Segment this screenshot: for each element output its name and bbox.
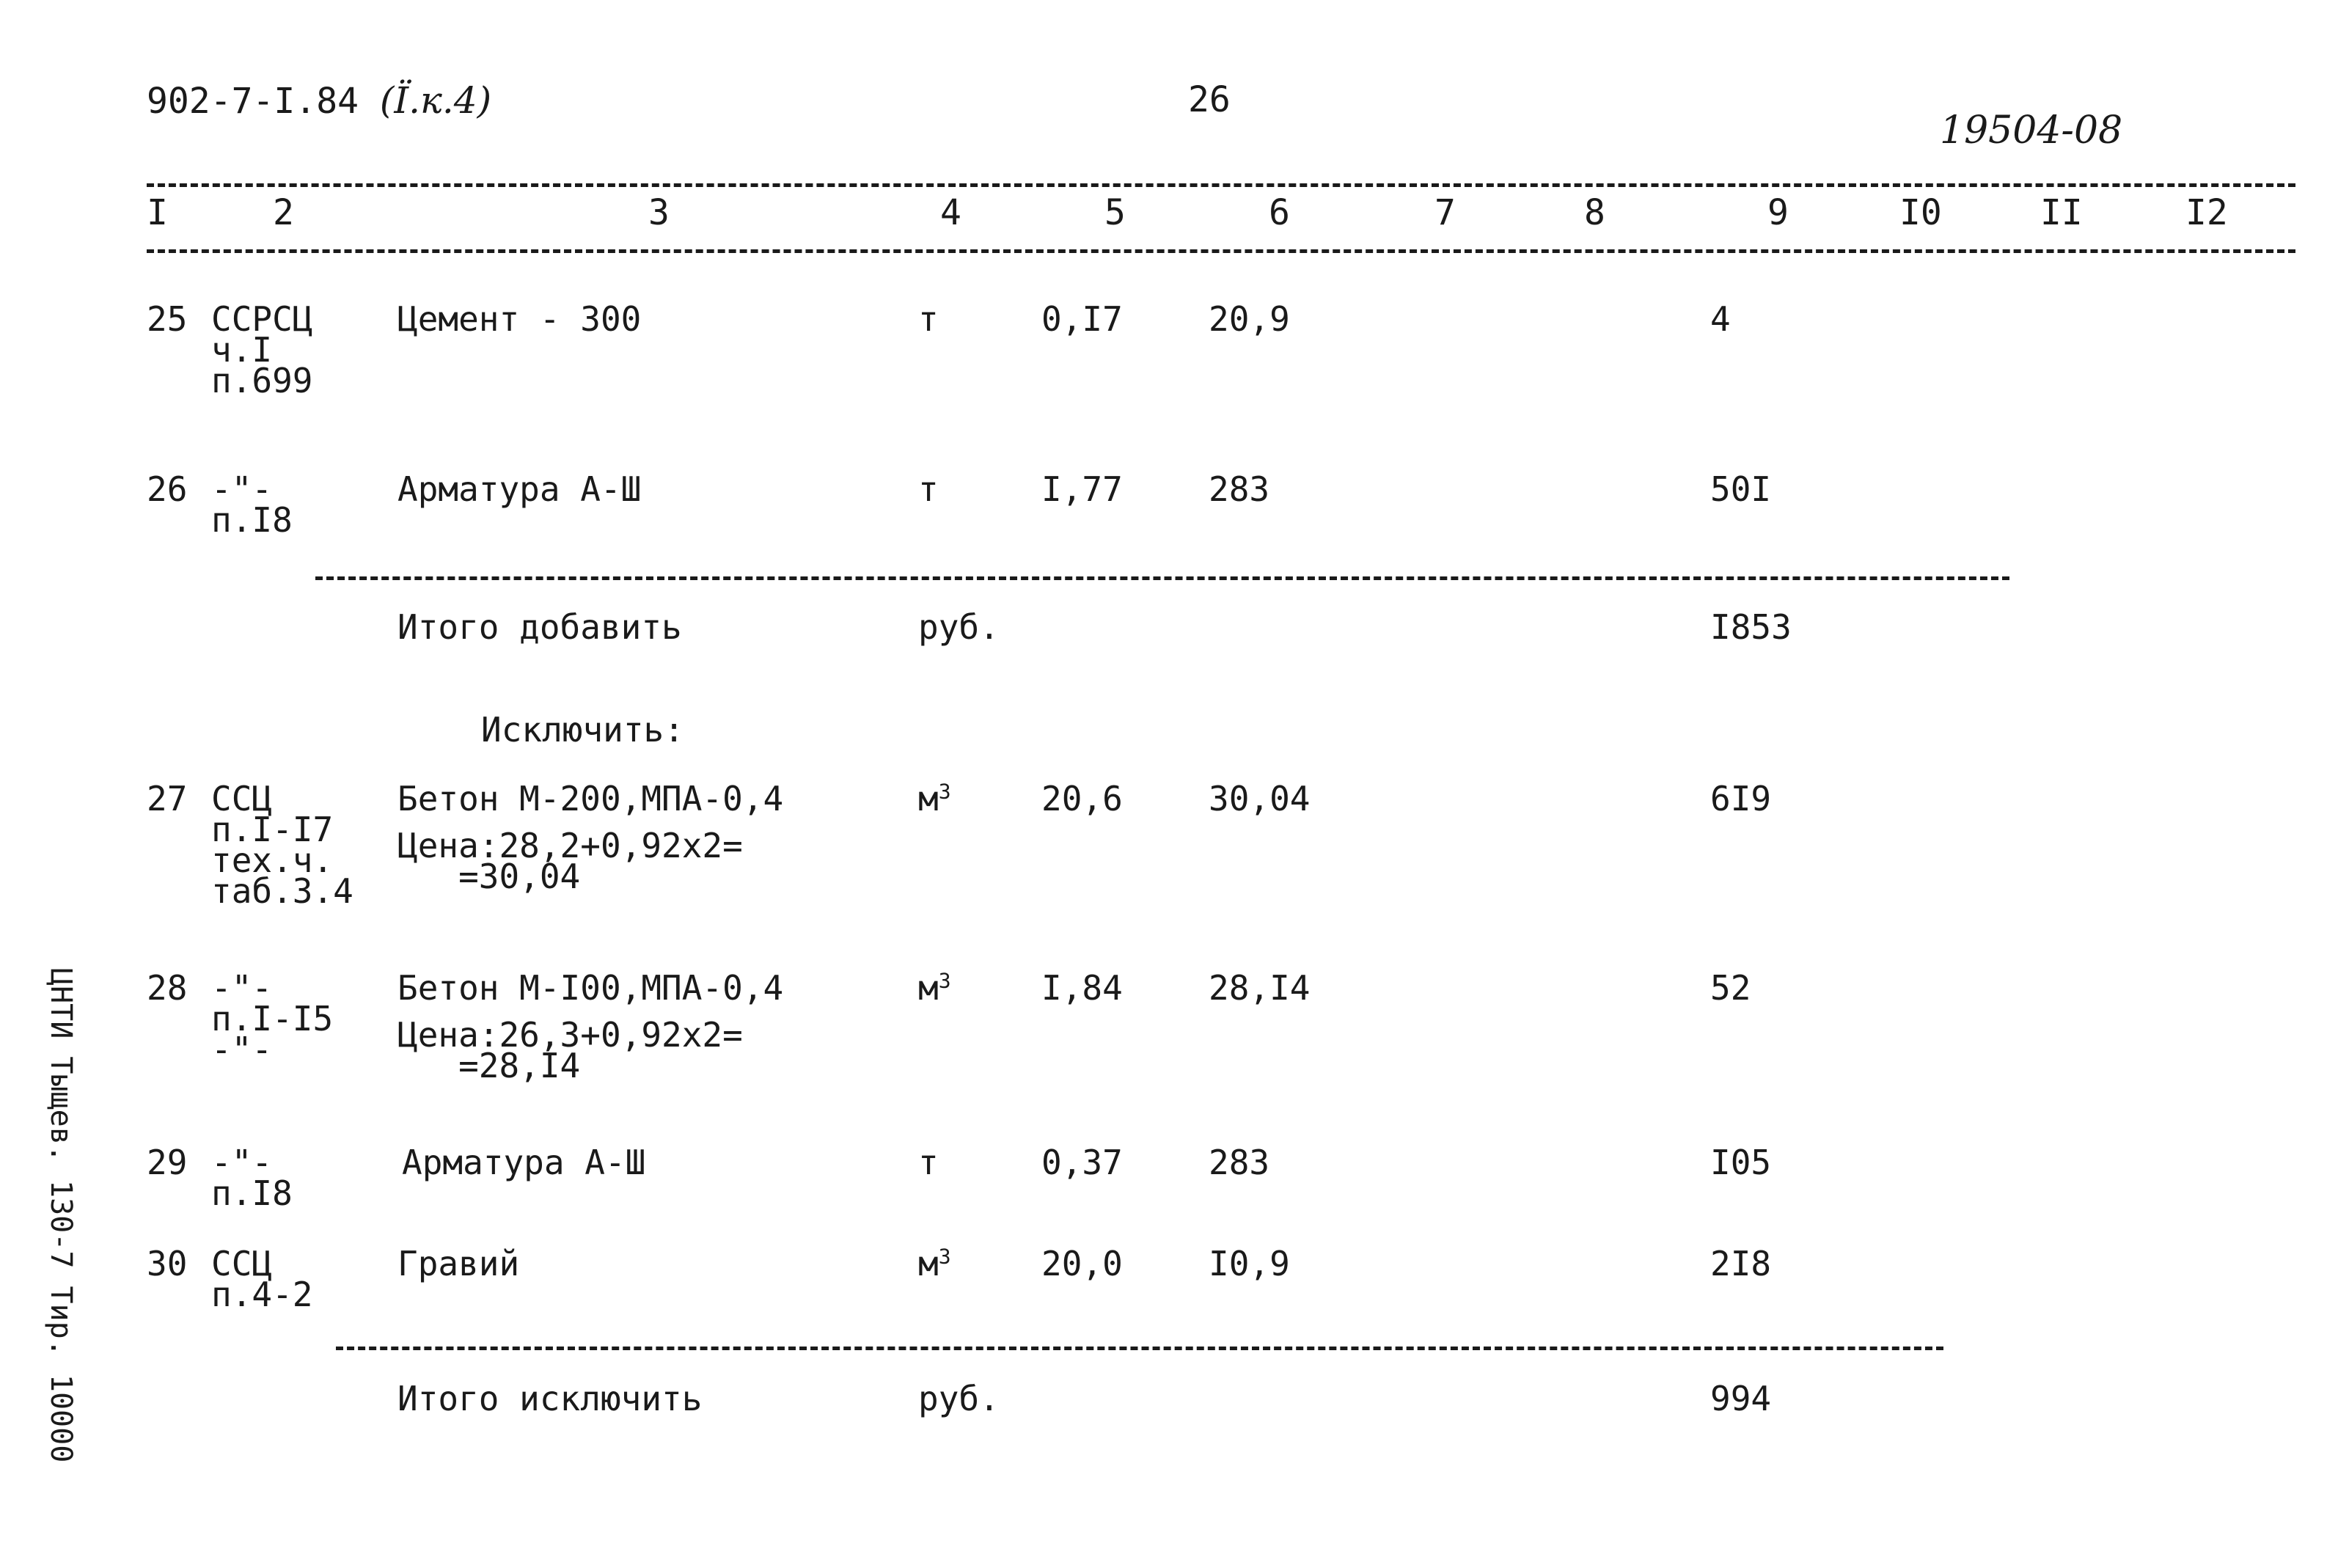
reference-line: п.699 xyxy=(211,361,313,400)
reference-line: ССЦ xyxy=(211,1244,273,1283)
document-code-handwritten: (Ї.к.4) xyxy=(379,79,492,122)
document-code-number: 902-7-I.84 xyxy=(147,81,359,122)
row-name: Арматура А-Ш xyxy=(397,469,642,509)
column-header-7: 7 xyxy=(1434,192,1456,233)
reference-line: п.I8 xyxy=(211,1173,293,1213)
name-line: =30,04 xyxy=(397,857,581,896)
name-line: Бетон М-I00,МПА-0,4 xyxy=(397,968,784,1008)
row-quantity: I,77 xyxy=(1041,469,1123,509)
row-total: 2I8 xyxy=(1710,1244,1772,1283)
unit-superscript: 3 xyxy=(938,779,951,804)
row-price: 283 xyxy=(1209,469,1270,509)
side-print-info: ЦНТИ Тыщев. 130-7 Тир. 10000 xyxy=(44,968,78,1463)
reference-line: п.I-I7 xyxy=(211,810,334,849)
row-unit xyxy=(918,968,951,1008)
reference-line: тех.ч. xyxy=(211,840,334,880)
row-unit: т xyxy=(918,299,939,339)
name-line: Бетон М-200,МПА-0,4 xyxy=(397,779,784,818)
row-name: Цемент - 300 xyxy=(397,299,642,339)
row-quantity: 0,I7 xyxy=(1041,299,1123,339)
row-total: 6I9 xyxy=(1710,779,1772,818)
column-header-9: 9 xyxy=(1767,192,1789,233)
unit-superscript: 3 xyxy=(938,968,951,993)
stamp-number: 19504-08 xyxy=(1940,109,2123,153)
row-number: 29 xyxy=(147,1143,188,1182)
column-header-11: II xyxy=(2040,192,2083,233)
reference-line: ч.I xyxy=(211,330,273,370)
row-total: 52 xyxy=(1710,968,1751,1008)
header-top-rule xyxy=(147,183,2295,187)
unit-text: м xyxy=(918,1244,939,1283)
row-reference xyxy=(211,299,313,400)
column-header-2: 2 xyxy=(273,192,294,233)
row-quantity: 20,6 xyxy=(1041,779,1123,818)
name-line: =28,I4 xyxy=(397,1046,581,1085)
reference-line: -"- xyxy=(211,469,273,509)
row-price: I0,9 xyxy=(1209,1244,1290,1283)
subtotal-add-rule xyxy=(315,576,2009,580)
row-quantity: 0,37 xyxy=(1041,1143,1123,1182)
column-header-8: 8 xyxy=(1584,192,1605,233)
page-number: 26 xyxy=(1188,79,1231,120)
row-number: 28 xyxy=(147,968,188,1008)
row-reference xyxy=(211,779,353,911)
column-header-5: 5 xyxy=(1104,192,1126,233)
name-line: Цена:26,3+0,92х2= xyxy=(397,1015,743,1055)
row-reference xyxy=(211,469,293,540)
subtotal-add-total: I853 xyxy=(1710,607,1792,647)
reference-line: п.I-I5 xyxy=(211,999,334,1038)
column-header-1: I xyxy=(147,192,168,233)
column-header-6: 6 xyxy=(1269,192,1290,233)
reference-line: -"- xyxy=(211,1143,273,1182)
column-header-10: I0 xyxy=(1899,192,1942,233)
row-price: 283 xyxy=(1209,1143,1270,1182)
row-quantity: I,84 xyxy=(1041,968,1123,1008)
row-unit xyxy=(918,1244,951,1283)
subtotal-exclude-unit: руб. xyxy=(918,1379,1000,1418)
row-reference xyxy=(211,968,334,1069)
reference-line: -"- xyxy=(211,968,273,1008)
row-quantity: 20,0 xyxy=(1041,1244,1123,1283)
row-number: 26 xyxy=(147,469,188,509)
subtotal-exclude-total: 994 xyxy=(1710,1379,1772,1418)
column-header-3: 3 xyxy=(648,192,670,233)
reference-line: ССЦ xyxy=(211,779,273,818)
subtotal-add-unit: руб. xyxy=(918,607,1000,647)
reference-line: п.4-2 xyxy=(211,1275,313,1314)
row-name xyxy=(397,779,784,896)
row-total: 4 xyxy=(1710,299,1731,339)
row-number: 27 xyxy=(147,779,188,818)
row-reference xyxy=(211,1244,313,1314)
row-price: 30,04 xyxy=(1209,779,1311,818)
row-name: Гравий xyxy=(397,1244,520,1283)
reference-line: таб.3.4 xyxy=(211,871,353,911)
reference-line: -"- xyxy=(211,1030,273,1069)
subtotal-add-label: Итого добавить xyxy=(397,607,682,647)
row-unit: т xyxy=(918,1143,939,1182)
row-reference xyxy=(211,1143,293,1213)
column-header-4: 4 xyxy=(940,192,961,233)
reference-line: п.I8 xyxy=(211,500,293,540)
unit-text: м xyxy=(918,779,939,818)
header-bottom-rule xyxy=(147,249,2295,253)
row-price: 28,I4 xyxy=(1209,968,1311,1008)
unit-superscript: 3 xyxy=(938,1244,951,1269)
name-line: Цена:28,2+0,92х2= xyxy=(397,826,743,865)
row-name xyxy=(397,968,784,1085)
row-name: Арматура А-Ш xyxy=(402,1143,646,1182)
row-total: I05 xyxy=(1710,1143,1772,1182)
unit-text: м xyxy=(918,968,939,1008)
row-number: 25 xyxy=(147,299,188,339)
row-total: 50I xyxy=(1710,469,1772,509)
row-unit xyxy=(918,779,951,818)
row-price: 20,9 xyxy=(1209,299,1290,339)
document-code xyxy=(147,79,491,122)
reference-line: ССРСЦ xyxy=(211,299,313,339)
subtotal-exclude-label: Итого исключить xyxy=(397,1379,703,1418)
column-header-12: I2 xyxy=(2185,192,2228,233)
subtotal-exclude-rule xyxy=(336,1347,1943,1350)
row-number: 30 xyxy=(147,1244,188,1283)
row-unit: т xyxy=(918,469,939,509)
section-exclude-heading: Исключить: xyxy=(481,710,684,750)
